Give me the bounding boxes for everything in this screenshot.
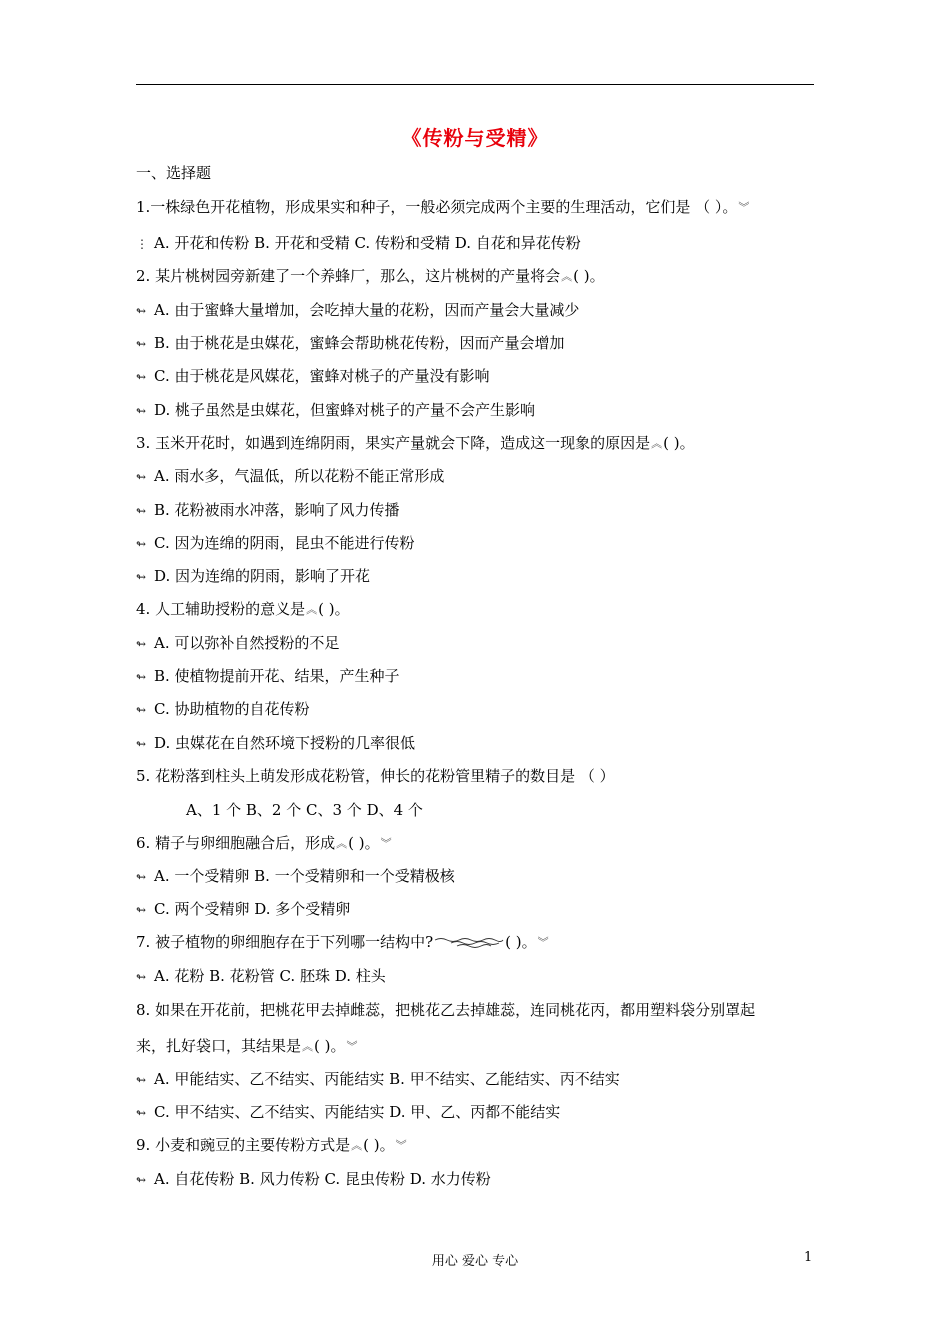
option-text: B. 由于桃花是虫媒花，蜜蜂会帮助桃花传粉，因而产量会增加	[154, 334, 565, 352]
curl-marker-icon: ↬	[136, 304, 147, 318]
question-3-option-a	[136, 466, 444, 487]
question-3-option-c	[136, 533, 414, 554]
question-5-options	[186, 800, 423, 820]
question-3	[136, 433, 695, 454]
curl-marker-icon: ↬	[136, 504, 147, 518]
answer-blank: ( )。	[314, 1037, 346, 1055]
question-6	[136, 833, 393, 854]
curl-marker-icon: ↬	[136, 370, 147, 384]
chevron-up-icon: ︽	[561, 270, 573, 283]
answer-blank: ( )。	[363, 1136, 395, 1154]
question-2	[136, 266, 605, 287]
chevron-up-icon: ︽	[306, 603, 318, 616]
question-8-text-cont: 来，扎好袋口，其结果是	[136, 1037, 302, 1055]
question-1	[136, 197, 750, 218]
answer-blank: ( )。	[505, 933, 537, 951]
options-text: C. 甲不结实、乙不结实、丙能结实 D. 甲、乙、丙都不能结实	[154, 1103, 561, 1121]
question-3-option-b	[136, 500, 400, 521]
question-6-text: 6. 精子与卵细胞融合后，形成	[136, 834, 336, 852]
options-text: C. 两个受精卵 D. 多个受精卵	[154, 900, 351, 918]
options-text: A. 甲能结实、乙不结实、丙能结实 B. 甲不结实、乙能结实、丙不结实	[154, 1070, 620, 1088]
options-text: A. 开花和传粉 B. 开花和受精 C. 传粉和受精 D. 自花和异花传粉	[154, 234, 581, 252]
curl-marker-icon: ↬	[136, 1173, 147, 1187]
chevron-down-icon: ︾	[537, 936, 549, 949]
curl-marker-icon: ↬	[136, 903, 147, 917]
wavy-mark-icon	[433, 937, 505, 949]
question-4	[136, 599, 350, 620]
curl-marker-icon: ↬	[136, 970, 147, 984]
curl-marker-icon: ↬	[136, 637, 147, 651]
question-6-options-ab	[136, 866, 455, 887]
chevron-down-icon: ︾	[380, 837, 392, 850]
question-9-text: 9. 小麦和豌豆的主要传粉方式是	[136, 1136, 351, 1154]
options-text: A. 花粉 B. 花粉管 C. 胚珠 D. 柱头	[154, 967, 386, 985]
question-4-option-b	[136, 666, 400, 687]
dots-marker-icon: ⋮	[136, 237, 148, 251]
section-heading: 一、选择题	[136, 164, 212, 182]
question-8-options-cd	[136, 1102, 560, 1123]
question-6-options-cd	[136, 899, 350, 920]
curl-marker-icon: ↬	[136, 1073, 147, 1087]
curl-marker-icon: ↬	[136, 870, 147, 884]
option-text: C. 由于桃花是风媒花，蜜蜂对桃子的产量没有影响	[154, 367, 490, 385]
header-rule	[136, 84, 814, 85]
chevron-up-icon: ︽	[651, 437, 663, 450]
curl-marker-icon: ↬	[136, 670, 147, 684]
options-text: A. 自花传粉 B. 风力传粉 C. 昆虫传粉 D. 水力传粉	[154, 1170, 491, 1188]
question-9-options	[136, 1169, 491, 1190]
question-3-option-d	[136, 566, 370, 587]
question-2-option-a	[136, 300, 579, 321]
question-4-text: 4. 人工辅助授粉的意义是	[136, 600, 306, 618]
question-7	[136, 932, 550, 953]
chevron-up-icon: ︽	[336, 837, 348, 850]
curl-marker-icon: ↬	[136, 404, 147, 418]
curl-marker-icon: ↬	[136, 537, 147, 551]
chevron-down-icon: ︾	[395, 1139, 407, 1152]
option-text: A. 可以弥补自然授粉的不足	[154, 634, 340, 652]
question-5	[136, 766, 615, 786]
page-number: 1	[804, 1250, 813, 1265]
question-4-option-c	[136, 699, 309, 720]
question-4-option-d	[136, 733, 415, 754]
curl-marker-icon: ↬	[136, 703, 147, 717]
answer-blank: ( )。	[348, 834, 380, 852]
question-2-option-c	[136, 366, 489, 387]
question-1-options	[136, 233, 581, 254]
chevron-up-icon: ︽	[302, 1040, 314, 1053]
question-7-text: 7. 被子植物的卵细胞存在于下列哪一结构中?	[136, 933, 434, 951]
option-text: D. 桃子虽然是虫媒花，但蜜蜂对桃子的产量不会产生影响	[154, 401, 536, 419]
question-2-text: 2. 某片桃树园旁新建了一个养蜂厂，那么，这片桃树的产量将会	[136, 267, 561, 285]
question-5-text: 5. 花粉落到柱头上萌发形成花粉管，伸长的花粉管里精子的数目是 （ ）	[136, 767, 615, 785]
option-text: A. 雨水多，气温低，所以花粉不能正常形成	[154, 467, 445, 485]
option-text: B. 花粉被雨水冲落，影响了风力传播	[154, 501, 400, 519]
answer-blank: ( )。	[663, 434, 695, 452]
option-text: B. 使植物提前开花、结果，产生种子	[154, 667, 400, 685]
answer-blank: ( )。	[573, 267, 605, 285]
options-text: A、1 个 B、2 个 C、3 个 D、4 个	[186, 801, 423, 819]
question-7-options	[136, 966, 386, 987]
question-8-options-ab	[136, 1069, 620, 1090]
chevron-down-icon: ︾	[738, 201, 750, 214]
curl-marker-icon: ↬	[136, 470, 147, 484]
footer-motto: 用心 爱心 专心	[431, 1254, 519, 1269]
curl-marker-icon: ↬	[136, 570, 147, 584]
question-2-option-b	[136, 333, 565, 354]
answer-blank: ( )。	[318, 600, 350, 618]
curl-marker-icon: ↬	[136, 737, 147, 751]
question-2-option-d	[136, 400, 535, 421]
option-text: C. 协助植物的自花传粉	[154, 700, 310, 718]
option-text: D. 因为连绵的阴雨，影响了开花	[154, 567, 371, 585]
options-text: A. 一个受精卵 B. 一个受精卵和一个受精极核	[154, 867, 455, 885]
curl-marker-icon: ↬	[136, 1106, 147, 1120]
question-8-text: 8. 如果在开花前，把桃花甲去掉雌蕊，把桃花乙去掉雄蕊，连同桃花丙，都用塑料袋分别罩起	[136, 1001, 756, 1019]
option-text: A. 由于蜜蜂大量增加，会吃掉大量的花粉，因而产量会大量减少	[154, 301, 580, 319]
chevron-down-icon: ︾	[346, 1040, 358, 1053]
option-text: C. 因为连绵的阴雨，昆虫不能进行传粉	[154, 534, 415, 552]
question-1-text: 1.一株绿色开花植物，形成果实和种子，一般必须完成两个主要的生理活动，它们是 （ ）。	[136, 198, 738, 216]
option-text: D. 虫媒花在自然环境下授粉的几率很低	[154, 734, 416, 752]
curl-marker-icon: ↬	[136, 337, 147, 351]
question-3-text: 3. 玉米开花时，如遇到连绵阴雨，果实产量就会下降，造成这一现象的原因是	[136, 434, 651, 452]
chevron-up-icon: ︽	[351, 1139, 363, 1152]
question-8-cont	[136, 1036, 359, 1057]
question-4-option-a	[136, 633, 339, 654]
question-8	[136, 1000, 755, 1020]
question-9	[136, 1135, 408, 1156]
document-title: 《传粉与受精》	[401, 126, 549, 150]
